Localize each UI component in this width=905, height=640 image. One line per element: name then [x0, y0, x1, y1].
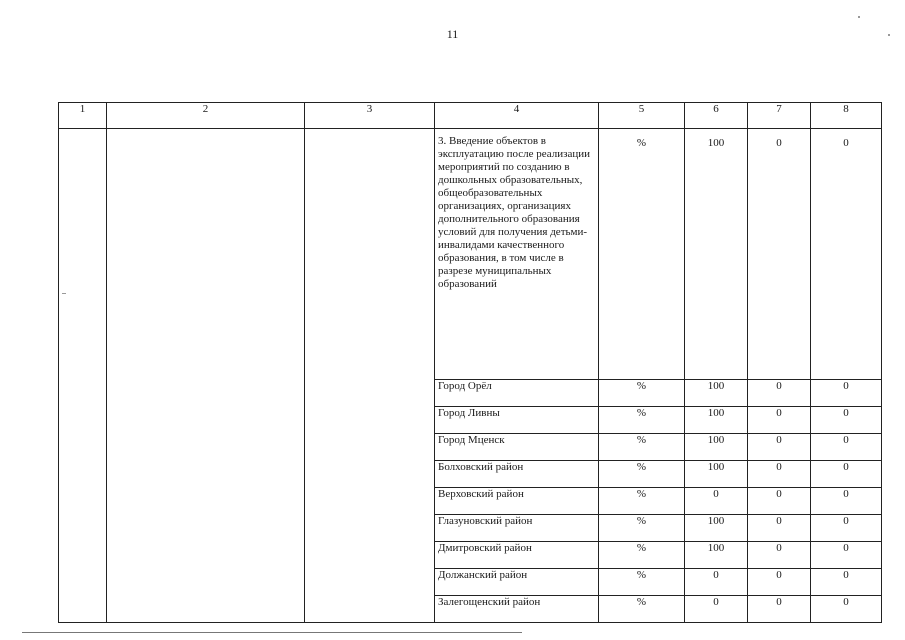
scan-speck	[858, 16, 860, 18]
header-cell-2: 2	[107, 103, 305, 129]
municipality-col7: 0	[748, 407, 811, 434]
municipality-col6: 100	[685, 434, 748, 461]
municipality-unit: %	[599, 542, 685, 569]
municipality-col8: 0	[811, 434, 882, 461]
municipality-col7: 0	[748, 434, 811, 461]
municipality-name: Дмитровский район	[435, 542, 599, 569]
municipality-unit: %	[599, 407, 685, 434]
municipality-name: Залегощенский район	[435, 596, 599, 623]
municipality-col7: 0	[748, 569, 811, 596]
municipality-col6: 100	[685, 407, 748, 434]
municipality-name: Болховский район	[435, 461, 599, 488]
municipality-col7: 0	[748, 542, 811, 569]
municipality-unit: %	[599, 569, 685, 596]
header-cell-5: 5	[599, 103, 685, 129]
municipality-unit: %	[599, 596, 685, 623]
municipality-col6: 0	[685, 569, 748, 596]
municipality-col7: 0	[748, 488, 811, 515]
municipality-col6: 0	[685, 488, 748, 515]
municipality-unit: %	[599, 461, 685, 488]
municipality-col7: 0	[748, 461, 811, 488]
municipality-name: Должанский район	[435, 569, 599, 596]
municipality-unit: %	[599, 380, 685, 407]
municipality-col7: 0	[748, 515, 811, 542]
municipality-unit: %	[599, 488, 685, 515]
municipality-name: Город Мценск	[435, 434, 599, 461]
municipality-col8: 0	[811, 407, 882, 434]
municipality-col8: 0	[811, 542, 882, 569]
municipality-unit: %	[599, 434, 685, 461]
municipality-col8: 0	[811, 461, 882, 488]
merged-cell-col2	[107, 129, 305, 623]
municipality-name: Верховский район	[435, 488, 599, 515]
municipality-unit: %	[599, 515, 685, 542]
header-cell-7: 7	[748, 103, 811, 129]
header-cell-1: 1	[59, 103, 107, 129]
header-cell-6: 6	[685, 103, 748, 129]
header-cell-3: 3	[305, 103, 435, 129]
page-number: 11	[446, 27, 459, 41]
municipality-col8: 0	[811, 488, 882, 515]
municipality-col8: 0	[811, 380, 882, 407]
municipality-name: Глазуновский район	[435, 515, 599, 542]
municipality-col8: 0	[811, 569, 882, 596]
municipality-col7: 0	[748, 596, 811, 623]
municipality-col8: 0	[811, 515, 882, 542]
municipality-col8: 0	[811, 596, 882, 623]
header-cell-4: 4	[435, 103, 599, 129]
municipality-col6: 100	[685, 380, 748, 407]
scan-speck	[62, 293, 66, 294]
municipality-col6: 100	[685, 542, 748, 569]
indicator-col6: 100	[685, 129, 748, 380]
merged-cell-col3	[305, 129, 435, 623]
scan-speck	[888, 34, 890, 36]
bottom-scan-line	[22, 632, 522, 633]
indicator-table	[58, 102, 882, 623]
header-cell-8: 8	[811, 103, 882, 129]
municipality-col6: 100	[685, 515, 748, 542]
municipality-name: Город Орёл	[435, 380, 599, 407]
table-header-row	[59, 103, 882, 129]
table-row-indicator	[59, 129, 882, 380]
municipality-name: Город Ливны	[435, 407, 599, 434]
indicator-text: 3. Введение объектов в эксплуатацию после реализации мероприятий по созданию в дошкольных образовательных, общеобразовательных организациях, организациях дополнительного образования условий для получения детьми-инвалидами качественного образования, в том числе в разрезе муниципальных образований	[435, 129, 599, 380]
municipality-col6: 100	[685, 461, 748, 488]
indicator-unit: %	[599, 129, 685, 380]
indicator-col8: 0	[811, 129, 882, 380]
municipality-col6: 0	[685, 596, 748, 623]
indicator-col7: 0	[748, 129, 811, 380]
municipality-col7: 0	[748, 380, 811, 407]
merged-cell-col1	[59, 129, 107, 623]
